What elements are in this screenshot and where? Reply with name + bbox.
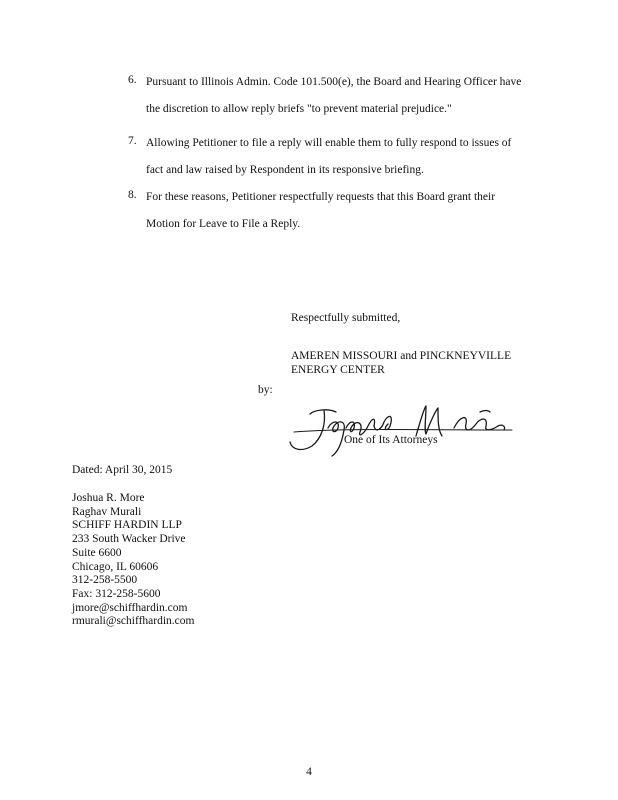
signature-caption: One of Its Attorneys: [344, 434, 438, 446]
address-street: 233 South Wacker Drive: [72, 533, 186, 546]
firm-name: SCHIFF HARDIN LLP: [72, 519, 182, 532]
address-suite: Suite 6600: [72, 546, 122, 559]
paragraph-line: the discretion to allow reply briefs "to prevent material prejudice.": [146, 102, 452, 115]
paragraph-line: For these reasons, Petitioner respectfully requests that this Board grant their: [146, 191, 496, 203]
paragraph-line: Allowing Petitioner to file a reply will enable them to fully respond to issues of: [146, 137, 512, 149]
paragraph-line: fact and law raised by Respondent in its responsive briefing.: [146, 163, 424, 176]
email-address: jmore@schiffhardin.com: [72, 601, 188, 614]
paragraph-line: Pursuant to Illinois Admin. Code 101.500(e), the Board and Hearing Officer have: [146, 76, 522, 88]
dated-line: Dated: April 30, 2015: [72, 464, 173, 476]
party-name-line-1: AMEREN MISSOURI and PINCKNEYVILLE: [291, 350, 512, 362]
phone-number: 312-258-5500: [72, 574, 138, 587]
paragraph-number: 7.: [128, 135, 137, 147]
paragraph-body: [146, 130, 543, 183]
contact-block: [72, 492, 194, 629]
attorney-name: Raghav Murali: [72, 505, 142, 518]
party-name-line-2: ENERGY CENTER: [291, 364, 385, 376]
paragraph-number: 6.: [128, 74, 137, 86]
address-city: Chicago, IL 60606: [72, 560, 159, 573]
fax-number: Fax: 312-258-5600: [72, 587, 161, 600]
email-address: rmurali@schiffhardin.com: [72, 615, 195, 628]
paragraph-number: 8.: [128, 189, 137, 201]
attorney-name: Joshua R. More: [72, 492, 145, 504]
paragraph-body: [146, 69, 543, 122]
paragraph-body: [146, 184, 543, 237]
by-label: by:: [258, 384, 273, 396]
paragraph-line: Motion for Leave to File a Reply.: [146, 217, 301, 230]
handwritten-signature: [284, 398, 524, 462]
page-number: 4: [306, 766, 312, 778]
closing-text: Respectfully submitted,: [291, 312, 401, 324]
